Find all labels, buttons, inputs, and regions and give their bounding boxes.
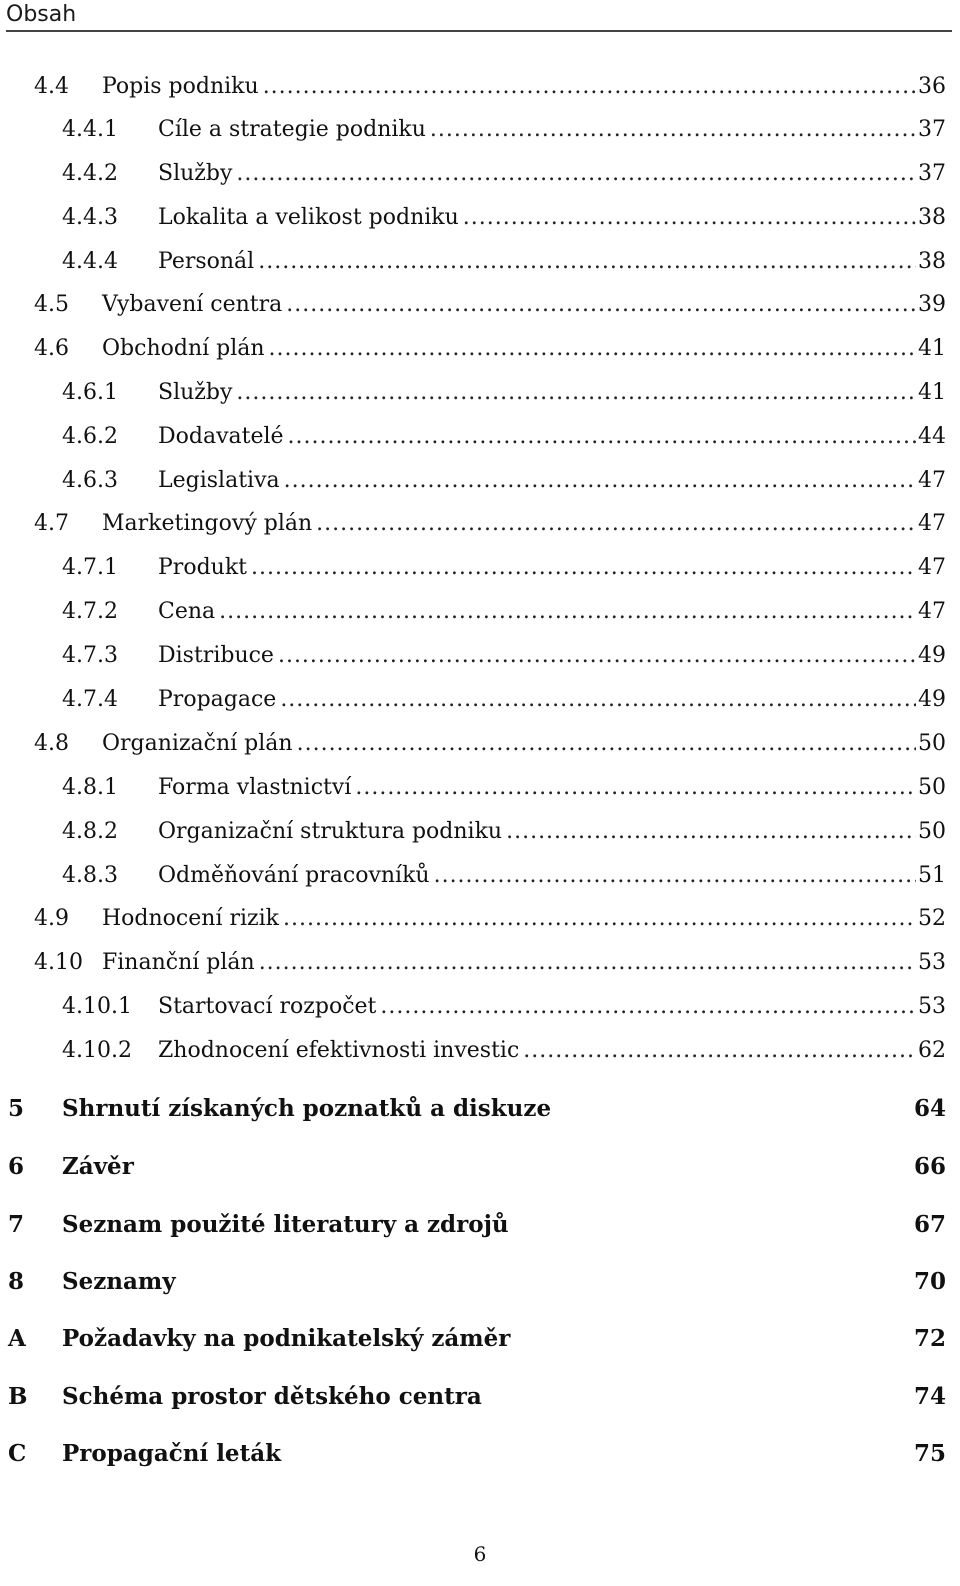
toc-entry-number: 4.8.2 xyxy=(62,819,118,844)
toc-entry[interactable] xyxy=(62,115,946,145)
toc-entry-title: Popis podniku xyxy=(102,74,259,99)
toc-entry-title: Forma vlastnictví xyxy=(158,775,352,800)
toc-entry[interactable] xyxy=(62,422,946,452)
toc-entry-title: Finanční plán xyxy=(102,950,255,975)
toc-entry[interactable] xyxy=(62,159,946,189)
toc-entry-page: 37 xyxy=(918,161,946,186)
toc-entry-number: 4.6 xyxy=(34,336,69,361)
dot-leader xyxy=(380,992,916,1022)
toc-entry-page: 49 xyxy=(918,687,946,712)
toc-chapter-title: Požadavky na podnikatelský záměr xyxy=(62,1325,511,1352)
toc-entry-page: 47 xyxy=(918,468,946,493)
toc-chapter-page: 70 xyxy=(913,1268,946,1295)
toc-entry-title: Odměňování pracovníků xyxy=(158,863,430,888)
toc-entry-title: Vybavení centra xyxy=(102,292,283,317)
dot-leader xyxy=(316,509,916,539)
toc-chapter-page: 75 xyxy=(913,1440,946,1467)
toc-entry-page: 62 xyxy=(918,1038,946,1063)
toc-entry-number: 4.7.4 xyxy=(62,687,118,712)
toc-chapter-number: A xyxy=(8,1325,26,1352)
toc-entry-title: Startovací rozpočet xyxy=(158,994,377,1019)
toc-entry-page: 51 xyxy=(918,863,946,888)
toc-entry-title: Legislativa xyxy=(158,468,280,493)
toc-entry-number: 4.4.1 xyxy=(62,117,118,142)
toc-chapter[interactable] xyxy=(8,1380,946,1414)
toc-entry-title: Cena xyxy=(158,599,216,624)
toc-entry-title: Dodavatelé xyxy=(158,424,284,449)
toc-entry-number: 4.8.1 xyxy=(62,775,118,800)
toc-entry[interactable] xyxy=(62,1036,946,1066)
toc-entry-page: 36 xyxy=(918,74,946,99)
toc-entry-title: Zhodnocení efektivnosti investic xyxy=(158,1038,520,1063)
toc-entry[interactable] xyxy=(62,817,946,847)
toc-chapter-title: Schéma prostor dětského centra xyxy=(62,1383,482,1410)
toc-entry[interactable] xyxy=(34,72,946,102)
toc-entry-page: 47 xyxy=(918,599,946,624)
toc-entry[interactable] xyxy=(62,992,946,1022)
toc-entry-number: 4.9 xyxy=(34,906,69,931)
toc-entry-number: 4.7 xyxy=(34,511,69,536)
dot-leader xyxy=(297,729,916,759)
toc-entry-title: Organizační struktura podniku xyxy=(158,819,503,844)
toc-entry-number: 4.7.2 xyxy=(62,599,118,624)
toc-entry-page: 50 xyxy=(918,775,946,800)
toc-chapter-page: 74 xyxy=(913,1383,946,1410)
toc-entry[interactable] xyxy=(34,904,946,934)
toc-chapter-number: C xyxy=(8,1440,27,1467)
toc-entry-number: 4.6.1 xyxy=(62,380,118,405)
toc-chapter-page: 72 xyxy=(913,1325,946,1352)
toc-entry-page: 38 xyxy=(918,205,946,230)
toc-entry-number: 4.10 xyxy=(34,950,83,975)
toc-entry[interactable] xyxy=(62,466,946,496)
toc-entry[interactable] xyxy=(34,509,946,539)
header-title: Obsah xyxy=(6,2,77,27)
toc-entry-number: 4.4.4 xyxy=(62,249,118,274)
toc-entry-page: 41 xyxy=(918,336,946,361)
toc-entry-title: Obchodní plán xyxy=(102,336,265,361)
dot-leader xyxy=(284,466,916,496)
toc-entry-title: Marketingový plán xyxy=(102,511,313,536)
toc-entry-page: 50 xyxy=(918,731,946,756)
toc-entry-title: Lokalita a velikost podniku xyxy=(158,205,459,230)
toc-entry[interactable] xyxy=(34,948,946,978)
dot-leader xyxy=(278,641,916,671)
toc-entry-page: 52 xyxy=(918,906,946,931)
dot-leader xyxy=(259,948,916,978)
dot-leader xyxy=(258,247,916,277)
toc-entry-number: 4.4 xyxy=(34,74,69,99)
toc-entry[interactable] xyxy=(62,203,946,233)
toc-chapter-number: B xyxy=(8,1383,28,1410)
dot-leader xyxy=(523,1036,916,1066)
toc-entry[interactable] xyxy=(62,773,946,803)
toc-entry-title: Služby xyxy=(158,380,233,405)
toc-chapter[interactable] xyxy=(8,1150,946,1184)
toc-entry[interactable] xyxy=(34,729,946,759)
toc-entry-number: 4.7.1 xyxy=(62,555,118,580)
toc-entry-title: Produkt xyxy=(158,555,247,580)
dot-leader xyxy=(288,422,916,452)
toc-chapter[interactable] xyxy=(8,1322,946,1356)
toc-entry[interactable] xyxy=(34,290,946,320)
toc-entry-number: 4.8.3 xyxy=(62,863,118,888)
dot-leader xyxy=(286,290,916,320)
toc-entry-page: 41 xyxy=(918,380,946,405)
toc-entry-number: 4.6.3 xyxy=(62,468,118,493)
dot-leader xyxy=(236,378,916,408)
toc-chapter-number: 5 xyxy=(8,1095,25,1122)
toc-chapter-page: 64 xyxy=(913,1095,946,1122)
toc-entry-page: 37 xyxy=(918,117,946,142)
toc-entry-title: Organizační plán xyxy=(102,731,293,756)
toc-entry-number: 4.4.3 xyxy=(62,205,118,230)
toc-entry-title: Služby xyxy=(158,161,233,186)
toc-entry-page: 47 xyxy=(918,511,946,536)
toc-chapter[interactable] xyxy=(8,1265,946,1299)
toc-entry-number: 4.7.3 xyxy=(62,643,118,668)
dot-leader xyxy=(506,817,916,847)
toc-entry-page: 49 xyxy=(918,643,946,668)
toc-entry-number: 4.5 xyxy=(34,292,69,317)
toc-entry-number: 4.8 xyxy=(34,731,69,756)
toc-entry-page: 39 xyxy=(918,292,946,317)
dot-leader xyxy=(430,115,916,145)
toc-entry[interactable] xyxy=(62,641,946,671)
toc-chapter[interactable] xyxy=(8,1208,946,1242)
toc-chapter-title: Závěr xyxy=(62,1153,134,1180)
dot-leader xyxy=(434,861,916,891)
toc-entry-number: 4.4.2 xyxy=(62,161,118,186)
dot-leader xyxy=(280,685,916,715)
dot-leader xyxy=(269,334,916,364)
toc-entry-page: 53 xyxy=(918,994,946,1019)
toc-entry-page: 44 xyxy=(918,424,946,449)
dot-leader xyxy=(219,597,916,627)
toc-entry-number: 4.6.2 xyxy=(62,424,118,449)
toc-entry[interactable] xyxy=(62,378,946,408)
toc-chapter-number: 8 xyxy=(8,1268,25,1295)
toc-entry[interactable] xyxy=(62,597,946,627)
toc-entry-title: Propagace xyxy=(158,687,277,712)
dot-leader xyxy=(263,72,916,102)
toc-entry-title: Distribuce xyxy=(158,643,274,668)
dot-leader xyxy=(355,773,916,803)
toc-chapter-title: Propagační leták xyxy=(62,1440,282,1467)
toc-entry-page: 53 xyxy=(918,950,946,975)
page-number: 6 xyxy=(473,1542,487,1566)
toc-chapter-title: Seznam použité literatury a zdrojů xyxy=(62,1211,509,1238)
toc-chapter[interactable] xyxy=(8,1092,946,1126)
toc-entry[interactable] xyxy=(62,247,946,277)
toc-chapter-title: Shrnutí získaných poznatků a diskuze xyxy=(62,1095,552,1122)
toc-entry[interactable] xyxy=(62,685,946,715)
toc-entry-number: 4.10.2 xyxy=(62,1038,132,1063)
toc-entry[interactable] xyxy=(62,861,946,891)
toc-entry-page: 50 xyxy=(918,819,946,844)
toc-chapter[interactable] xyxy=(8,1437,946,1471)
toc-entry-page: 47 xyxy=(918,555,946,580)
toc-entry-page: 38 xyxy=(918,249,946,274)
toc-chapter-number: 7 xyxy=(8,1211,25,1238)
toc-chapter-number: 6 xyxy=(8,1153,25,1180)
toc-entry-title: Hodnocení rizik xyxy=(102,906,279,931)
dot-leader xyxy=(251,553,916,583)
toc-chapter-title: Seznamy xyxy=(62,1268,176,1295)
toc-chapter-page: 67 xyxy=(913,1211,946,1238)
toc-entry-number: 4.10.1 xyxy=(62,994,132,1019)
dot-leader xyxy=(463,203,916,233)
toc-entry-title: Personál xyxy=(158,249,255,274)
toc-entry[interactable] xyxy=(34,334,946,364)
toc-chapter-page: 66 xyxy=(913,1153,946,1180)
dot-leader xyxy=(236,159,916,189)
toc-entry-title: Cíle a strategie podniku xyxy=(158,117,426,142)
dot-leader xyxy=(283,904,916,934)
toc-entry[interactable] xyxy=(62,553,946,583)
